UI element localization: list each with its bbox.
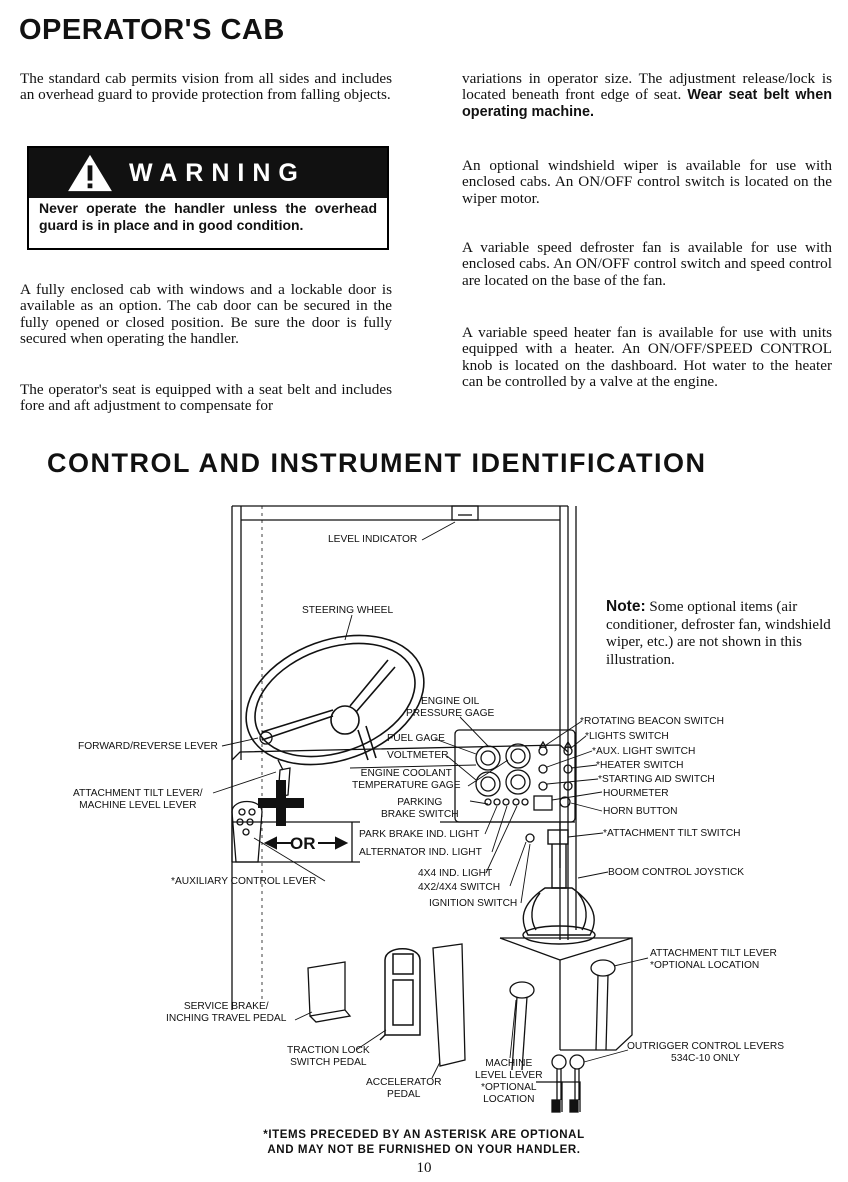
label-alternator-light: ALTERNATOR IND. LIGHT <box>359 847 482 858</box>
page-heading: OPERATOR'S CAB <box>19 14 285 46</box>
enclosed-cab-paragraph: A fully enclosed cab with windows and a lockable door is available as an option. The cab door can be secured in the fully opened or closed position. Be sure the door is fully secured when operating the handler. <box>20 281 392 348</box>
label-or: OR <box>290 834 316 853</box>
optional-items-footnote: *ITEMS PRECEDED BY AN ASTERISK ARE OPTIONAL AND MAY NOT BE FURNISHED ON YOUR HANDLER. <box>263 1129 585 1156</box>
wiper-paragraph: An optional windshield wiper is available for use with enclosed cabs. An ON/OFF control switch is located on the wiper motor. <box>462 157 832 207</box>
outrigger-levers-icon <box>536 1055 584 1112</box>
label-steering-wheel: STEERING WHEEL <box>302 605 394 616</box>
label-4x2-4x4-switch: 4X2/4X4 SWITCH <box>418 882 501 893</box>
warning-text: Never operate the handler unless the overhead guard is in place and in good condition. <box>39 200 377 233</box>
accelerator-pedal-icon <box>433 944 465 1066</box>
label-attachment-tilt-lever-optional: ATTACHMENT TILT LEVER *OPTIONAL LOCATION <box>650 948 777 971</box>
label-fuel-gage: FUEL GAGE <box>387 733 445 744</box>
label-parking-brake-switch: PARKING BRAKE SWITCH <box>381 797 459 820</box>
label-starting-aid-switch: *STARTING AID SWITCH <box>598 774 715 785</box>
label-attachment-tilt-switch: *ATTACHMENT TILT SWITCH <box>603 828 741 839</box>
label-ignition-switch: IGNITION SWITCH <box>429 898 518 909</box>
traction-lock-pedal-icon <box>380 949 420 1040</box>
label-service-brake-pedal: SERVICE BRAKE/ INCHING TRAVEL PEDAL <box>166 1001 287 1024</box>
gauges <box>476 744 530 796</box>
label-horn-button: HORN BUTTON <box>603 806 678 817</box>
defroster-paragraph: A variable speed defroster fan is available for use with enclosed cabs. An ON/OFF control switch and speed control are located on the base of the fan. <box>462 239 832 289</box>
warning-title: WARNING <box>129 158 306 187</box>
label-park-brake-light: PARK BRAKE IND. LIGHT <box>359 829 480 840</box>
seat-adjust-paragraph: variations in operator size. The adjustment release/lock is located beneath front edge of seat. Wear seat belt when operating machine. <box>462 70 832 120</box>
note-lead: Note: <box>606 598 646 615</box>
label-hourmeter: HOURMETER <box>603 788 669 799</box>
cab-vision-paragraph: The standard cab permits vision from all sides and includes an overhead guard to provide protection from falling objects. <box>20 70 392 104</box>
service-brake-pedal-icon <box>308 962 350 1022</box>
label-accelerator-pedal: ACCELERATOR PEDAL <box>366 1077 442 1100</box>
label-voltmeter: VOLTMETER <box>387 750 449 761</box>
page-number: 10 <box>416 1160 432 1176</box>
label-level-indicator: LEVEL INDICATOR <box>328 534 418 545</box>
seat-belt-warning: Wear seat belt when operating machine. <box>462 87 832 120</box>
label-rotating-beacon-switch: *ROTATING BEACON SWITCH <box>580 716 724 727</box>
label-engine-coolant-gage: ENGINE COOLANT TEMPERATURE GAGE <box>352 768 461 791</box>
label-aux-light-switch: *AUX. LIGHT SWITCH <box>592 746 696 757</box>
level-indicator-icon <box>452 506 478 520</box>
label-4x4-indicator: 4X4 IND. LIGHT <box>418 868 493 879</box>
seat-paragraph: The operator's seat is equipped with a seat belt and includes fore and aft adjustment to compensate for <box>20 381 392 415</box>
label-boom-control-joystick: BOOM CONTROL JOYSTICK <box>608 867 745 878</box>
side-console <box>500 938 632 1050</box>
heater-paragraph: A variable speed heater fan is available for use with units equipped with a heater. An ON/OFF/SPEED CONTROL knob is located on the dashboard. Hot water to the heater can be controlled by a valve at the engine. <box>462 324 832 391</box>
cross-symbol <box>258 780 304 826</box>
label-auxiliary-control-lever: *AUXILIARY CONTROL LEVER <box>171 876 317 887</box>
attachment-tilt-lever-optional-icon <box>591 960 615 1050</box>
label-forward-reverse-lever: FORWARD/REVERSE LEVER <box>78 741 218 752</box>
label-engine-oil-gage: ENGINE OIL PRESSURE GAGE <box>406 696 495 719</box>
section-heading: CONTROL AND INSTRUMENT IDENTIFICATION <box>47 448 707 478</box>
label-lights-switch: *LIGHTS SWITCH <box>585 731 669 742</box>
optional-items-note <box>606 598 832 669</box>
dash-switches <box>485 742 572 842</box>
label-traction-lock-pedal: TRACTION LOCK SWITCH PEDAL <box>287 1045 370 1068</box>
label-outrigger-control-levers: OUTRIGGER CONTROL LEVERS 534C-10 ONLY <box>627 1041 784 1064</box>
auxiliary-control-lever-icon <box>232 802 262 863</box>
note-text: Some optional items (air conditioner, defroster fan, windshield wiper, etc.) are not shown in this illustration. <box>606 599 831 668</box>
label-machine-level-lever: MACHINE LEVEL LEVER *OPTIONAL LOCATION <box>475 1058 543 1105</box>
label-attachment-tilt-lever: ATTACHMENT TILT LEVER/ MACHINE LEVEL LEVER <box>73 788 203 811</box>
boom-joystick-icon <box>523 830 595 944</box>
label-heater-switch: *HEATER SWITCH <box>596 760 684 771</box>
